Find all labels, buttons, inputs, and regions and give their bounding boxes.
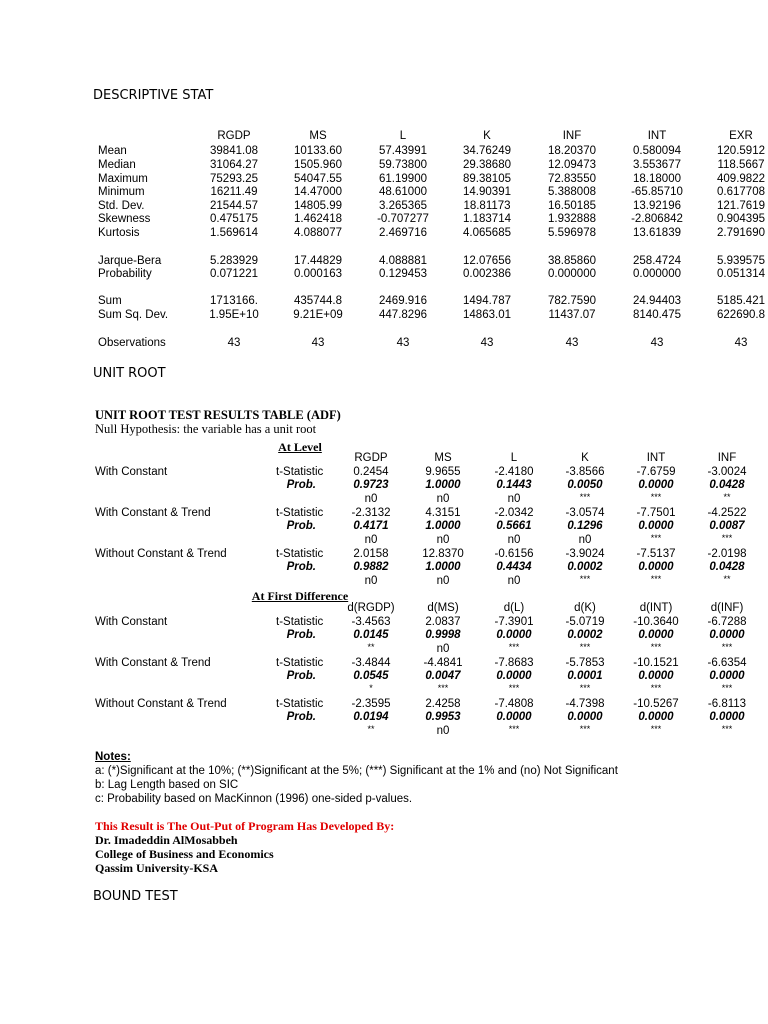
desc-col-header: INT bbox=[647, 130, 667, 142]
desc-cell: 59.73800 bbox=[379, 159, 427, 171]
significance-cell: ** bbox=[367, 642, 375, 652]
ur-col-header: d(K) bbox=[574, 602, 596, 614]
significance-cell: n0 bbox=[578, 534, 592, 546]
desc-cell: 1505.960 bbox=[294, 159, 342, 171]
desc-cell: 782.7590 bbox=[548, 295, 596, 307]
desc-cell: 14.90391 bbox=[463, 186, 511, 198]
prob-cell: 0.0001 bbox=[567, 670, 603, 682]
significance-cell: *** bbox=[579, 574, 591, 584]
desc-cell: 1.932888 bbox=[548, 213, 596, 225]
tstat-cell: -5.0719 bbox=[565, 616, 605, 628]
desc-cell: 3.265365 bbox=[379, 200, 427, 212]
tstat-cell: -3.9024 bbox=[565, 548, 605, 560]
section-title-bound-test: BOUND TEST bbox=[93, 889, 178, 904]
significance-cell: n0 bbox=[436, 493, 450, 505]
desc-cell: 0.000000 bbox=[633, 268, 681, 280]
prob-cell: 0.9953 bbox=[425, 711, 461, 723]
desc-cell: 34.76249 bbox=[463, 145, 511, 157]
section-title-unit-root: UNIT ROOT bbox=[93, 366, 166, 381]
note-b: b: Lag Length based on SIC bbox=[95, 779, 239, 791]
section-heading-level: At Level bbox=[278, 440, 322, 454]
desc-row-label: Jarque-Bera bbox=[98, 255, 162, 267]
desc-cell: 120.5912 bbox=[717, 145, 765, 157]
prob-cell: 0.9998 bbox=[425, 629, 461, 641]
desc-row-label: Skewness bbox=[98, 213, 151, 225]
desc-cell: 1.95E+10 bbox=[209, 309, 259, 321]
significance-cell: ** bbox=[367, 724, 375, 734]
desc-cell: 18.20370 bbox=[548, 145, 596, 157]
tstat-label: t-Statistic bbox=[276, 698, 324, 710]
desc-cell: 5.939575 bbox=[717, 255, 765, 267]
tstat-cell: 2.4258 bbox=[425, 698, 461, 710]
tstat-label: t-Statistic bbox=[276, 616, 324, 628]
tstat-cell: -4.4841 bbox=[423, 657, 463, 669]
prob-cell: 0.0000 bbox=[496, 711, 532, 723]
significance-cell: n0 bbox=[507, 493, 521, 505]
desc-cell: 43 bbox=[311, 337, 325, 349]
credit-university: Qassim University-KSA bbox=[95, 861, 218, 875]
tstat-cell: 12.8370 bbox=[422, 548, 464, 560]
tstat-cell: -7.5137 bbox=[636, 548, 676, 560]
desc-row-label: Sum bbox=[98, 295, 122, 307]
desc-row-label: Probability bbox=[98, 268, 152, 280]
prob-cell: 0.1296 bbox=[567, 520, 603, 532]
prob-cell: 0.0000 bbox=[638, 629, 674, 641]
tstat-cell: -5.7853 bbox=[565, 657, 605, 669]
desc-cell: 0.129453 bbox=[379, 268, 427, 280]
tstat-cell: 9.9655 bbox=[425, 466, 461, 478]
ur-col-header: INT bbox=[646, 452, 666, 464]
ur-col-header: L bbox=[510, 452, 518, 464]
note-a: a: (*)Significant at the 10%; (**)Significant at the 5%; (***) Significant at the 1% and (no) Not Significant bbox=[95, 765, 618, 777]
desc-cell: 16211.49 bbox=[210, 186, 258, 198]
ur-row-label: Without Constant & Trend bbox=[95, 698, 227, 710]
desc-cell: 0.580094 bbox=[633, 145, 681, 157]
desc-cell: 0.071221 bbox=[210, 268, 258, 280]
desc-col-header: EXR bbox=[729, 130, 753, 142]
prob-label: Prob. bbox=[286, 629, 316, 641]
significance-cell: *** bbox=[650, 574, 662, 584]
significance-cell: *** bbox=[650, 683, 662, 693]
desc-cell: 0.475175 bbox=[210, 213, 258, 225]
tstat-cell: 4.3151 bbox=[425, 507, 461, 519]
desc-cell: 0.000000 bbox=[548, 268, 596, 280]
prob-cell: 1.0000 bbox=[425, 561, 461, 573]
tstat-cell: -7.3901 bbox=[494, 616, 534, 628]
tstat-label: t-Statistic bbox=[276, 657, 324, 669]
significance-cell: *** bbox=[721, 533, 733, 543]
ur-row-label: With Constant & Trend bbox=[95, 507, 211, 519]
tstat-cell: -6.6354 bbox=[707, 657, 747, 669]
prob-cell: 0.0002 bbox=[567, 629, 603, 641]
tstat-cell: -4.2522 bbox=[707, 507, 747, 519]
desc-cell: 57.43991 bbox=[379, 145, 427, 157]
section-heading-first-diff: At First Difference bbox=[251, 589, 349, 603]
desc-cell: 4.065685 bbox=[463, 227, 511, 239]
prob-cell: 0.9723 bbox=[353, 479, 389, 491]
significance-cell: n0 bbox=[436, 534, 450, 546]
section-title-descriptive: DESCRIPTIVE STAT bbox=[93, 88, 214, 103]
desc-cell: 14805.99 bbox=[294, 200, 342, 212]
prob-cell: 1.0000 bbox=[425, 520, 461, 532]
desc-cell: 2.791690 bbox=[717, 227, 765, 239]
desc-cell: 4.088881 bbox=[379, 255, 427, 267]
significance-cell: *** bbox=[579, 683, 591, 693]
desc-row-label: Kurtosis bbox=[98, 227, 140, 239]
desc-cell: 39841.08 bbox=[210, 145, 258, 157]
tstat-label: t-Statistic bbox=[276, 507, 324, 519]
prob-cell: 0.5661 bbox=[496, 520, 532, 532]
desc-col-header: INF bbox=[562, 130, 582, 142]
desc-cell: 31064.27 bbox=[210, 159, 258, 171]
ur-row-label: With Constant bbox=[95, 616, 168, 628]
desc-cell: 43 bbox=[480, 337, 494, 349]
prob-cell: 0.0145 bbox=[353, 629, 389, 641]
ur-row-label: Without Constant & Trend bbox=[95, 548, 227, 560]
significance-cell: *** bbox=[508, 683, 520, 693]
significance-cell: *** bbox=[508, 642, 520, 652]
desc-cell: 5.283929 bbox=[210, 255, 258, 267]
desc-cell: 1494.787 bbox=[463, 295, 511, 307]
credit-college: College of Business and Economics bbox=[95, 847, 274, 861]
desc-cell: 54047.55 bbox=[294, 173, 342, 185]
desc-col-header: RGDP bbox=[217, 130, 251, 142]
significance-cell: *** bbox=[650, 724, 662, 734]
desc-cell: 43 bbox=[396, 337, 410, 349]
desc-row-label: Std. Dev. bbox=[98, 200, 145, 212]
desc-cell: 38.85860 bbox=[548, 255, 596, 267]
significance-cell: ** bbox=[723, 492, 731, 502]
desc-cell: 0.617708 bbox=[717, 186, 765, 198]
tstat-cell: -2.4180 bbox=[494, 466, 534, 478]
desc-cell: 2.469716 bbox=[379, 227, 427, 239]
tstat-cell: -10.3640 bbox=[633, 616, 679, 628]
desc-cell: 447.8296 bbox=[379, 309, 427, 321]
unit-root-table-title: UNIT ROOT TEST RESULTS TABLE (ADF) bbox=[95, 408, 341, 422]
desc-cell: 0.051314 bbox=[717, 268, 765, 280]
desc-cell: 5185.421 bbox=[717, 295, 765, 307]
tstat-cell: -4.7398 bbox=[565, 698, 605, 710]
significance-cell: *** bbox=[437, 683, 449, 693]
desc-cell: 16.50185 bbox=[548, 200, 596, 212]
desc-cell: 43 bbox=[734, 337, 748, 349]
prob-label: Prob. bbox=[286, 670, 316, 682]
ur-col-header: MS bbox=[434, 452, 452, 464]
prob-cell: 0.0000 bbox=[709, 711, 745, 723]
ur-col-header: RGDP bbox=[354, 452, 388, 464]
prob-cell: 0.4434 bbox=[496, 561, 532, 573]
desc-cell: 5.388008 bbox=[548, 186, 596, 198]
desc-cell: 118.5667 bbox=[717, 159, 765, 171]
prob-cell: 0.0000 bbox=[709, 629, 745, 641]
tstat-cell: -3.0574 bbox=[565, 507, 605, 519]
desc-cell: 4.088077 bbox=[294, 227, 342, 239]
tstat-cell: -6.8113 bbox=[707, 698, 747, 710]
desc-cell: -0.707277 bbox=[377, 213, 429, 225]
desc-cell: 258.4724 bbox=[633, 255, 681, 267]
desc-cell: 11437.07 bbox=[548, 309, 596, 321]
desc-cell: -2.806842 bbox=[631, 213, 683, 225]
tstat-cell: -7.7501 bbox=[636, 507, 676, 519]
significance-cell: *** bbox=[650, 533, 662, 543]
desc-cell: 29.38680 bbox=[463, 159, 511, 171]
desc-cell: 1.462418 bbox=[294, 213, 342, 225]
desc-row-label: Observations bbox=[98, 337, 166, 349]
tstat-cell: -7.6759 bbox=[636, 466, 676, 478]
desc-cell: 17.44829 bbox=[294, 255, 342, 267]
prob-label: Prob. bbox=[286, 711, 316, 723]
ur-col-header: INF bbox=[717, 452, 737, 464]
significance-cell: n0 bbox=[436, 725, 450, 737]
prob-cell: 0.0000 bbox=[496, 629, 532, 641]
desc-cell: 21544.57 bbox=[210, 200, 258, 212]
ur-col-header: d(RGDP) bbox=[347, 602, 395, 614]
tstat-cell: -3.0024 bbox=[707, 466, 747, 478]
desc-cell: 14863.01 bbox=[463, 309, 511, 321]
desc-cell: 14.47000 bbox=[294, 186, 342, 198]
tstat-cell: -6.7288 bbox=[707, 616, 747, 628]
desc-cell: 1713166. bbox=[210, 295, 258, 307]
prob-cell: 0.0000 bbox=[638, 479, 674, 491]
tstat-cell: -0.6156 bbox=[494, 548, 534, 560]
prob-cell: 0.0194 bbox=[353, 711, 389, 723]
notes-title: Notes: bbox=[95, 751, 131, 763]
prob-label: Prob. bbox=[286, 561, 316, 573]
prob-cell: 0.0002 bbox=[567, 561, 603, 573]
desc-cell: 13.61839 bbox=[633, 227, 681, 239]
ur-col-header: K bbox=[581, 452, 589, 464]
prob-cell: 0.0000 bbox=[496, 670, 532, 682]
tstat-cell: -2.3595 bbox=[351, 698, 391, 710]
desc-cell: 72.83550 bbox=[548, 173, 596, 185]
credit-author: Dr. Imadeddin AlMosabbeh bbox=[95, 833, 238, 847]
prob-label: Prob. bbox=[286, 520, 316, 532]
desc-cell: 24.94403 bbox=[633, 295, 681, 307]
tstat-cell: -2.0198 bbox=[707, 548, 747, 560]
significance-cell: *** bbox=[579, 724, 591, 734]
desc-cell: 43 bbox=[227, 337, 241, 349]
tstat-cell: -3.4844 bbox=[351, 657, 391, 669]
tstat-label: t-Statistic bbox=[276, 548, 324, 560]
tstat-cell: -10.1521 bbox=[633, 657, 679, 669]
ur-col-header: d(MS) bbox=[427, 602, 459, 614]
desc-cell: 18.81173 bbox=[463, 200, 511, 212]
desc-cell: 0.000163 bbox=[294, 268, 342, 280]
desc-cell: 10133.60 bbox=[294, 145, 342, 157]
desc-row-label: Sum Sq. Dev. bbox=[98, 309, 169, 321]
desc-row-label: Median bbox=[98, 159, 136, 171]
significance-cell: n0 bbox=[507, 534, 521, 546]
tstat-cell: 0.2454 bbox=[353, 466, 389, 478]
tstat-cell: -7.8683 bbox=[494, 657, 534, 669]
desc-cell: 622690.8 bbox=[717, 309, 765, 321]
tstat-cell: -2.0342 bbox=[494, 507, 534, 519]
ur-col-header: d(INF) bbox=[710, 602, 744, 614]
desc-cell: 13.92196 bbox=[633, 200, 681, 212]
desc-cell: 9.21E+09 bbox=[293, 309, 343, 321]
desc-cell: 0.904395 bbox=[717, 213, 765, 225]
desc-cell: 75293.25 bbox=[210, 173, 258, 185]
prob-cell: 0.0087 bbox=[709, 520, 745, 532]
significance-cell: n0 bbox=[436, 575, 450, 587]
prob-cell: 1.0000 bbox=[425, 479, 461, 491]
desc-row-label: Minimum bbox=[98, 186, 145, 198]
desc-cell: 12.07656 bbox=[463, 255, 511, 267]
desc-row-label: Maximum bbox=[98, 173, 148, 185]
desc-col-header: MS bbox=[309, 130, 327, 142]
tstat-cell: -3.4563 bbox=[351, 616, 391, 628]
significance-cell: * bbox=[369, 683, 373, 693]
ur-col-header: d(L) bbox=[503, 602, 525, 614]
significance-cell: n0 bbox=[364, 575, 378, 587]
null-hypothesis: Null Hypothesis: the variable has a unit root bbox=[95, 422, 317, 436]
desc-cell: 43 bbox=[650, 337, 664, 349]
desc-cell: 43 bbox=[565, 337, 579, 349]
significance-cell: *** bbox=[579, 642, 591, 652]
desc-cell: 0.002386 bbox=[463, 268, 511, 280]
tstat-cell: -3.8566 bbox=[565, 466, 605, 478]
desc-cell: 5.596978 bbox=[548, 227, 596, 239]
significance-cell: *** bbox=[508, 724, 520, 734]
prob-cell: 0.0000 bbox=[638, 520, 674, 532]
significance-cell: *** bbox=[650, 492, 662, 502]
desc-col-header: K bbox=[483, 130, 491, 142]
prob-cell: 0.0428 bbox=[709, 561, 745, 573]
desc-cell: 2469.916 bbox=[379, 295, 427, 307]
prob-label: Prob. bbox=[286, 479, 316, 491]
desc-cell: 1.183714 bbox=[463, 213, 511, 225]
significance-cell: *** bbox=[579, 492, 591, 502]
desc-cell: 89.38105 bbox=[463, 173, 511, 185]
significance-cell: ** bbox=[723, 574, 731, 584]
tstat-cell: -10.5267 bbox=[633, 698, 679, 710]
desc-cell: 121.7619 bbox=[717, 200, 765, 212]
desc-col-header: L bbox=[399, 130, 407, 142]
significance-cell: *** bbox=[721, 724, 733, 734]
prob-cell: 0.1443 bbox=[496, 479, 532, 491]
significance-cell: n0 bbox=[364, 534, 378, 546]
prob-cell: 0.0047 bbox=[425, 670, 461, 682]
desc-cell: 48.61000 bbox=[379, 186, 427, 198]
prob-cell: 0.0000 bbox=[638, 711, 674, 723]
credit-heading: This Result is The Out-Put of Program Has Developed By: bbox=[95, 819, 395, 833]
prob-cell: 0.0000 bbox=[709, 670, 745, 682]
significance-cell: n0 bbox=[364, 493, 378, 505]
prob-cell: 0.4171 bbox=[353, 520, 389, 532]
desc-cell: 12.09473 bbox=[548, 159, 596, 171]
significance-cell: n0 bbox=[507, 575, 521, 587]
significance-cell: *** bbox=[650, 642, 662, 652]
prob-cell: 0.0000 bbox=[638, 670, 674, 682]
ur-row-label: With Constant & Trend bbox=[95, 657, 211, 669]
desc-cell: 61.19900 bbox=[379, 173, 427, 185]
desc-cell: 409.9822 bbox=[717, 173, 765, 185]
desc-cell: -65.85710 bbox=[631, 186, 683, 198]
desc-cell: 18.18000 bbox=[633, 173, 681, 185]
desc-row-label: Mean bbox=[98, 145, 127, 157]
ur-row-label: With Constant bbox=[95, 466, 168, 478]
desc-cell: 1.569614 bbox=[210, 227, 258, 239]
desc-cell: 3.553677 bbox=[633, 159, 681, 171]
prob-cell: 0.0000 bbox=[638, 561, 674, 573]
tstat-cell: 2.0158 bbox=[353, 548, 389, 560]
significance-cell: *** bbox=[721, 683, 733, 693]
significance-cell: n0 bbox=[436, 643, 450, 655]
tstat-label: t-Statistic bbox=[276, 466, 324, 478]
prob-cell: 0.0545 bbox=[353, 670, 389, 682]
significance-cell: *** bbox=[721, 642, 733, 652]
desc-cell: 8140.475 bbox=[633, 309, 681, 321]
desc-cell: 435744.8 bbox=[294, 295, 342, 307]
prob-cell: 0.9882 bbox=[353, 561, 389, 573]
tstat-cell: 2.0837 bbox=[425, 616, 461, 628]
tstat-cell: -7.4808 bbox=[494, 698, 534, 710]
tstat-cell: -2.3132 bbox=[351, 507, 391, 519]
prob-cell: 0.0050 bbox=[567, 479, 603, 491]
note-c: c: Probability based on MacKinnon (1996) one-sided p-values. bbox=[95, 793, 413, 805]
ur-col-header: d(INT) bbox=[639, 602, 673, 614]
prob-cell: 0.0000 bbox=[567, 711, 603, 723]
prob-cell: 0.0428 bbox=[709, 479, 745, 491]
